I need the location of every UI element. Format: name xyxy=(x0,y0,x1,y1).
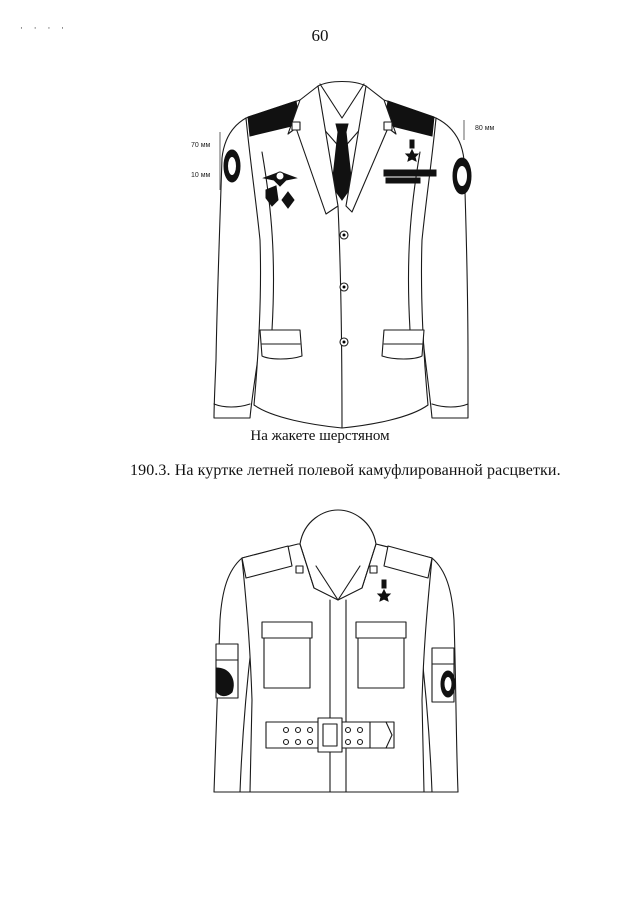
field-right-pocket-flap xyxy=(356,622,406,638)
field-right-collar-emblem xyxy=(370,566,377,573)
field-left-pocket-flap xyxy=(262,622,312,638)
field-right-pocket xyxy=(358,638,404,688)
section-heading: 190.3. На куртке летней полевой камуфлированной расцветки. xyxy=(130,462,561,479)
dimension-10mm: 10 мм xyxy=(191,172,211,179)
field-left-pocket xyxy=(264,638,310,688)
dimension-70mm: 70 мм xyxy=(191,142,211,149)
page-number: 60 xyxy=(311,26,329,45)
field-left-sleeve-pocket-flap xyxy=(216,644,238,660)
field-left-collar-emblem xyxy=(296,566,303,573)
dimension-80mm: 80 мм xyxy=(475,125,495,132)
figure-caption: На жакете шерстяном xyxy=(250,428,390,444)
field-right-sleeve-pocket-flap xyxy=(432,648,454,664)
scan-marks: · · · · xyxy=(20,24,69,34)
